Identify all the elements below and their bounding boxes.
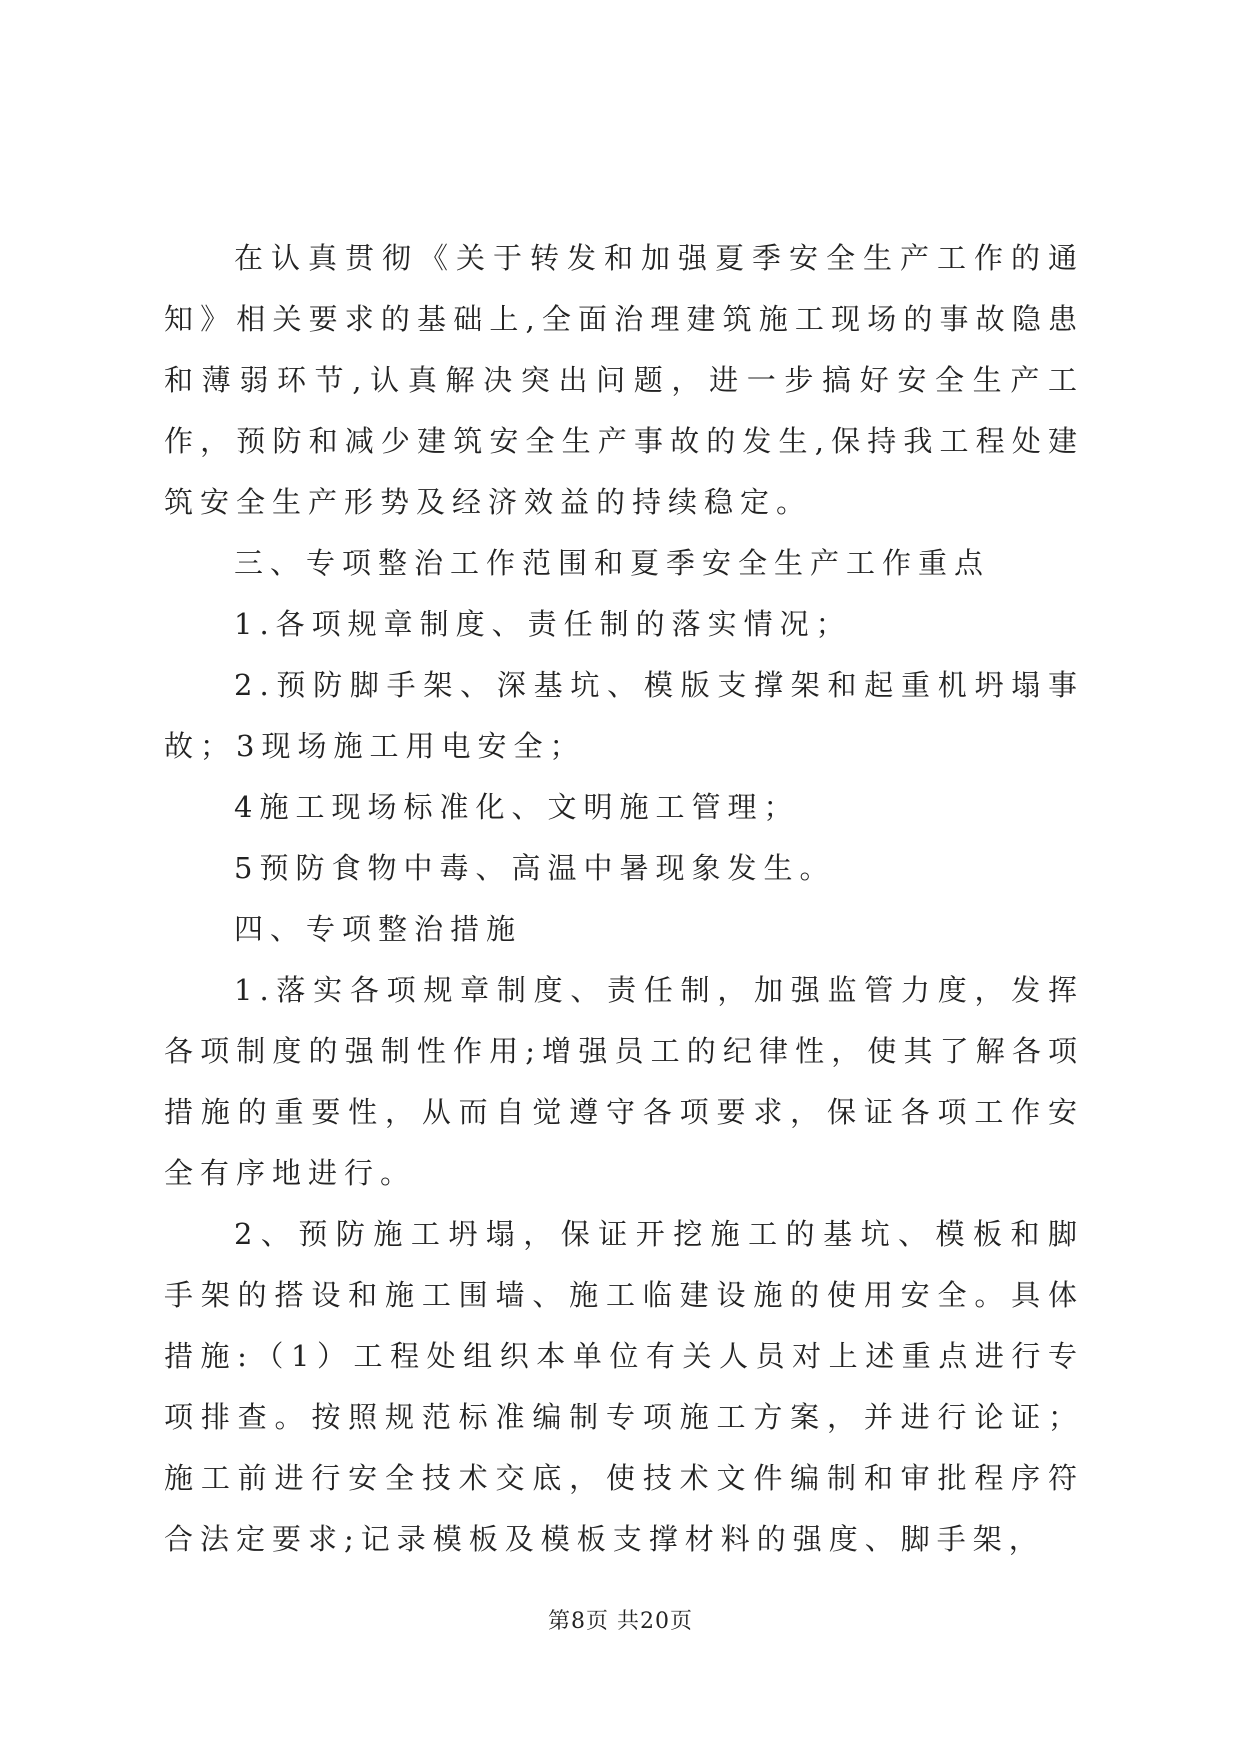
measure-item-1: 1.落实各项规章制度、责任制，加强监管力度，发挥各项制度的强制性作用;增强员工的纪律性，使其了解各项措施的重要性，从而自觉遵守各项要求，保证各项工作安全有序地进行。 bbox=[164, 973, 1084, 1190]
document-body bbox=[164, 228, 1084, 1570]
list-item-4: 4施工现场标准化、文明施工管理； bbox=[234, 790, 800, 824]
list-item-5: 5预防食物中毒、高温中暑现象发生。 bbox=[234, 851, 836, 885]
page-number-footer: 第8页 共20页 bbox=[548, 1609, 693, 1634]
paragraph-intro: 在认真贯彻《关于转发和加强夏季安全生产工作的通知》相关要求的基础上,全面治理建筑施工现场的事故隐患和薄弱环节,认真解决突出问题，进一步搞好安全生产工作，预防和减少建筑安全生产事故的发生,保持我工程处建筑安全生产形势及经济效益的持续稳定。 bbox=[164, 241, 1084, 519]
measure-item-2: 2、预防施工坍塌，保证开挖施工的基坑、模板和脚手架的搭设和施工围墙、施工临建设施的使用安全。具体措施:（1）工程处组织本单位有关人员对上述重点进行专项排查。按照规范标准编制专项施工方案，并进行论证；施工前进行安全技术交底，使技术文件编制和审批程序符合法定要求;记录模板及模板支撑材料的强度、脚手架， bbox=[164, 1217, 1084, 1556]
list-item-2: 2.预防脚手架、深基坑、模版支撑架和起重机坍塌事故；3现场施工用电安全； bbox=[164, 668, 1084, 763]
list-item-1: 1.各项规章制度、责任制的落实情况； bbox=[234, 607, 852, 641]
section-heading-four: 四、专项整治措施 bbox=[234, 912, 523, 946]
section-heading-three: 三、专项整治工作范围和夏季安全生产工作重点 bbox=[234, 546, 991, 580]
